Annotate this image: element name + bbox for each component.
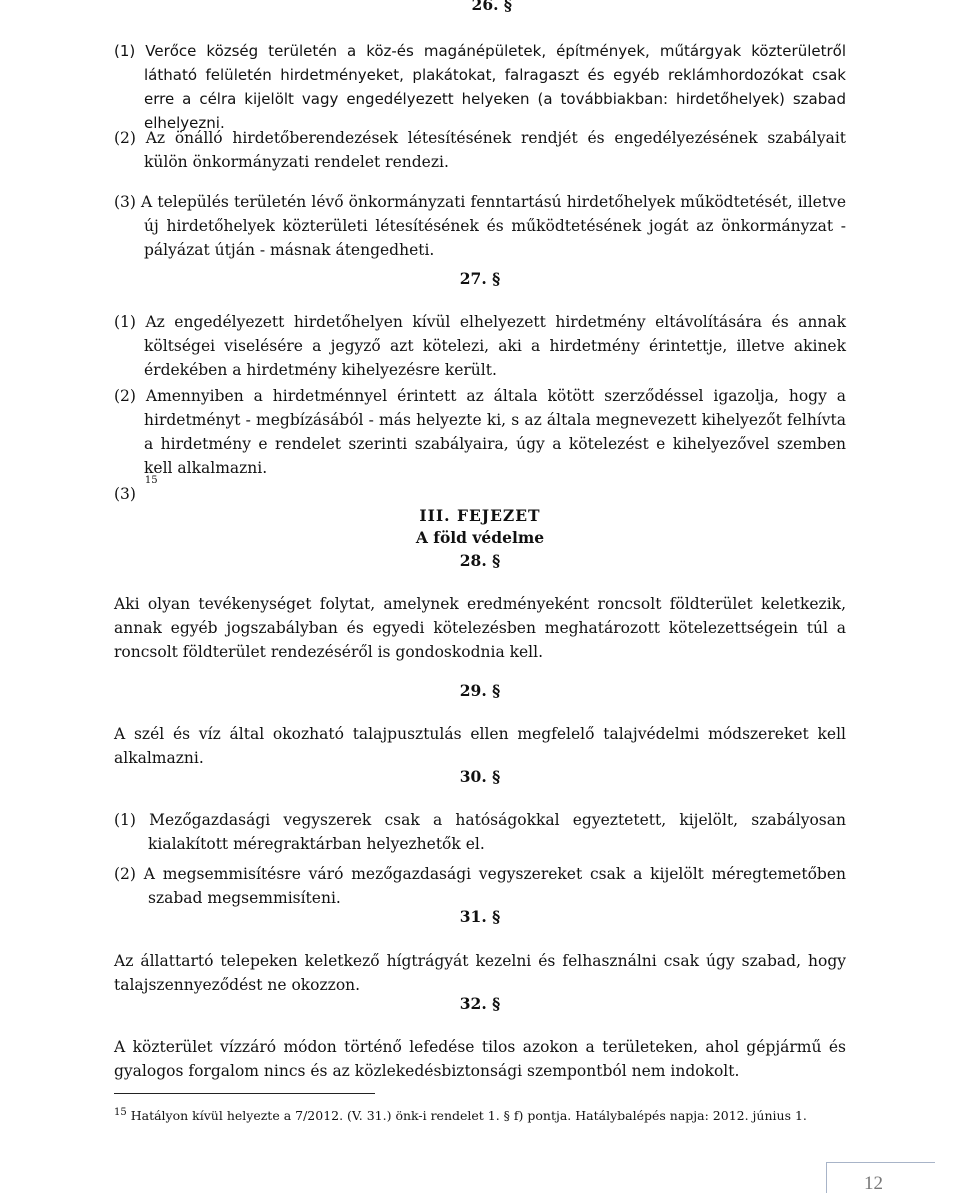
section-26-para-1: (1) Verőce község területén a köz-és magánépületek, építmények, műtárgyak közterületről látható felületén hirdetményeket, plakátokat, falragaszt és egyéb reklámhordozókat csak erre a célra kijelölt vagy engedélyezett helyeken (a továbbiakban: hirdetőhelyek) szabad elhelyezni.	[114, 42, 846, 132]
section-30-title: 30. §	[459, 767, 501, 786]
section-27-heading	[114, 268, 846, 290]
footnote-text: Hatályon kívül helyezte a 7/2012. (V. 31.) önk-i rendelet 1. § f) pontja. Hatálybalépés napja: 2012. június 1.	[130, 1108, 807, 1123]
section-28-title: 28. §	[459, 551, 501, 570]
section-31-text: Az állattartó telepeken keletkező hígtrágyát kezelni és felhasználni csak úgy szabad, hogy talajszennyeződést ne okozzon.	[114, 952, 846, 994]
footnote-reference: 15	[144, 474, 158, 486]
section-31-heading	[114, 906, 846, 928]
page-number-box	[826, 1162, 935, 1193]
section-26-para-3: (3) A település területén lévő önkormányzati fenntartású hirdetőhelyek működtetését, illetve új hirdetőhelyek közterületi létesítésének és működtetésének jogát az önkormányzat - pályázat útján - másnak átengedheti.	[114, 193, 846, 259]
section-30-para-1: (1) Mezőgazdasági vegyszerek csak a hatóságokkal egyeztetett, kijelölt, szabályosan kialakított méregraktárban helyezhetők el.	[114, 811, 846, 853]
section-31-title: 31. §	[459, 907, 501, 926]
section-29-text: A szél és víz által okozható talajpusztulás ellen megfelelő talajvédelmi módszereket kell alkalmazni.	[114, 725, 846, 767]
section-27-para-2: (2) Amennyiben a hirdetménnyel érintett az általa kötött szerződéssel igazolja, hogy a hirdetményt - megbízásából - más helyezte ki, s az általa megnevezett kihelyezőt felhívta a hirdetmény e rendelet szerinti szabályaira, úgy a kötelezést e kihelyezővel szemben kell alkalmazni.	[114, 387, 846, 477]
chapter-number: III. FEJEZET	[419, 506, 541, 525]
section-29-title: 29. §	[459, 681, 501, 700]
page-number: 12	[864, 1173, 883, 1194]
section-28-heading	[114, 550, 846, 572]
section-32-title: 32. §	[459, 994, 501, 1013]
footnote-separator	[114, 1093, 375, 1094]
section-26-heading	[472, 0, 960, 16]
section-30-heading	[114, 766, 846, 788]
section-27-para-3	[114, 474, 158, 506]
footnote	[114, 1108, 874, 1124]
section-32-text: A közterület vízzáró módon történő lefedése tilos azokon a területeken, ahol gépjármű és gyalogos forgalom nincs és az közlekedésbiztonsági szempontból nem indokolt.	[114, 1038, 846, 1080]
section-29-heading	[114, 680, 846, 702]
section-32-heading	[114, 993, 846, 1015]
section-27-para-3-label: (3)	[114, 485, 136, 503]
section-30-para-2: (2) A megsemmisítésre váró mezőgazdasági vegyszereket csak a kijelölt méregtemetőben szabad megsemmisíteni.	[114, 865, 846, 907]
section-26-para-2: (2) Az önálló hirdetőberendezések létesítésének rendjét és engedélyezésének szabályait külön önkormányzati rendelet rendezi.	[114, 129, 846, 171]
section-26-title: 26. §	[471, 0, 512, 14]
footnote-mark: 15	[114, 1106, 127, 1118]
section-28-text: Aki olyan tevékenységet folytat, amelynek eredményeként roncsolt földterület keletkezik, annak egyéb jogszabályban és egyedi kötelezésben meghatározott kötelezettségein túl a roncsolt földterület rendezéséről is gondoskodnia kell.	[114, 595, 846, 661]
section-27-para-1: (1) Az engedélyezett hirdetőhelyen kívül elhelyezett hirdetmény eltávolítására és annak költségei viselésére a jegyző azt kötelezi, aki a hirdetmény érintettje, illetve akinek érdekében a hirdetmény kihelyezésre került.	[114, 313, 846, 379]
section-27-title: 27. §	[459, 269, 501, 288]
chapter-title: A föld védelme	[415, 528, 545, 547]
